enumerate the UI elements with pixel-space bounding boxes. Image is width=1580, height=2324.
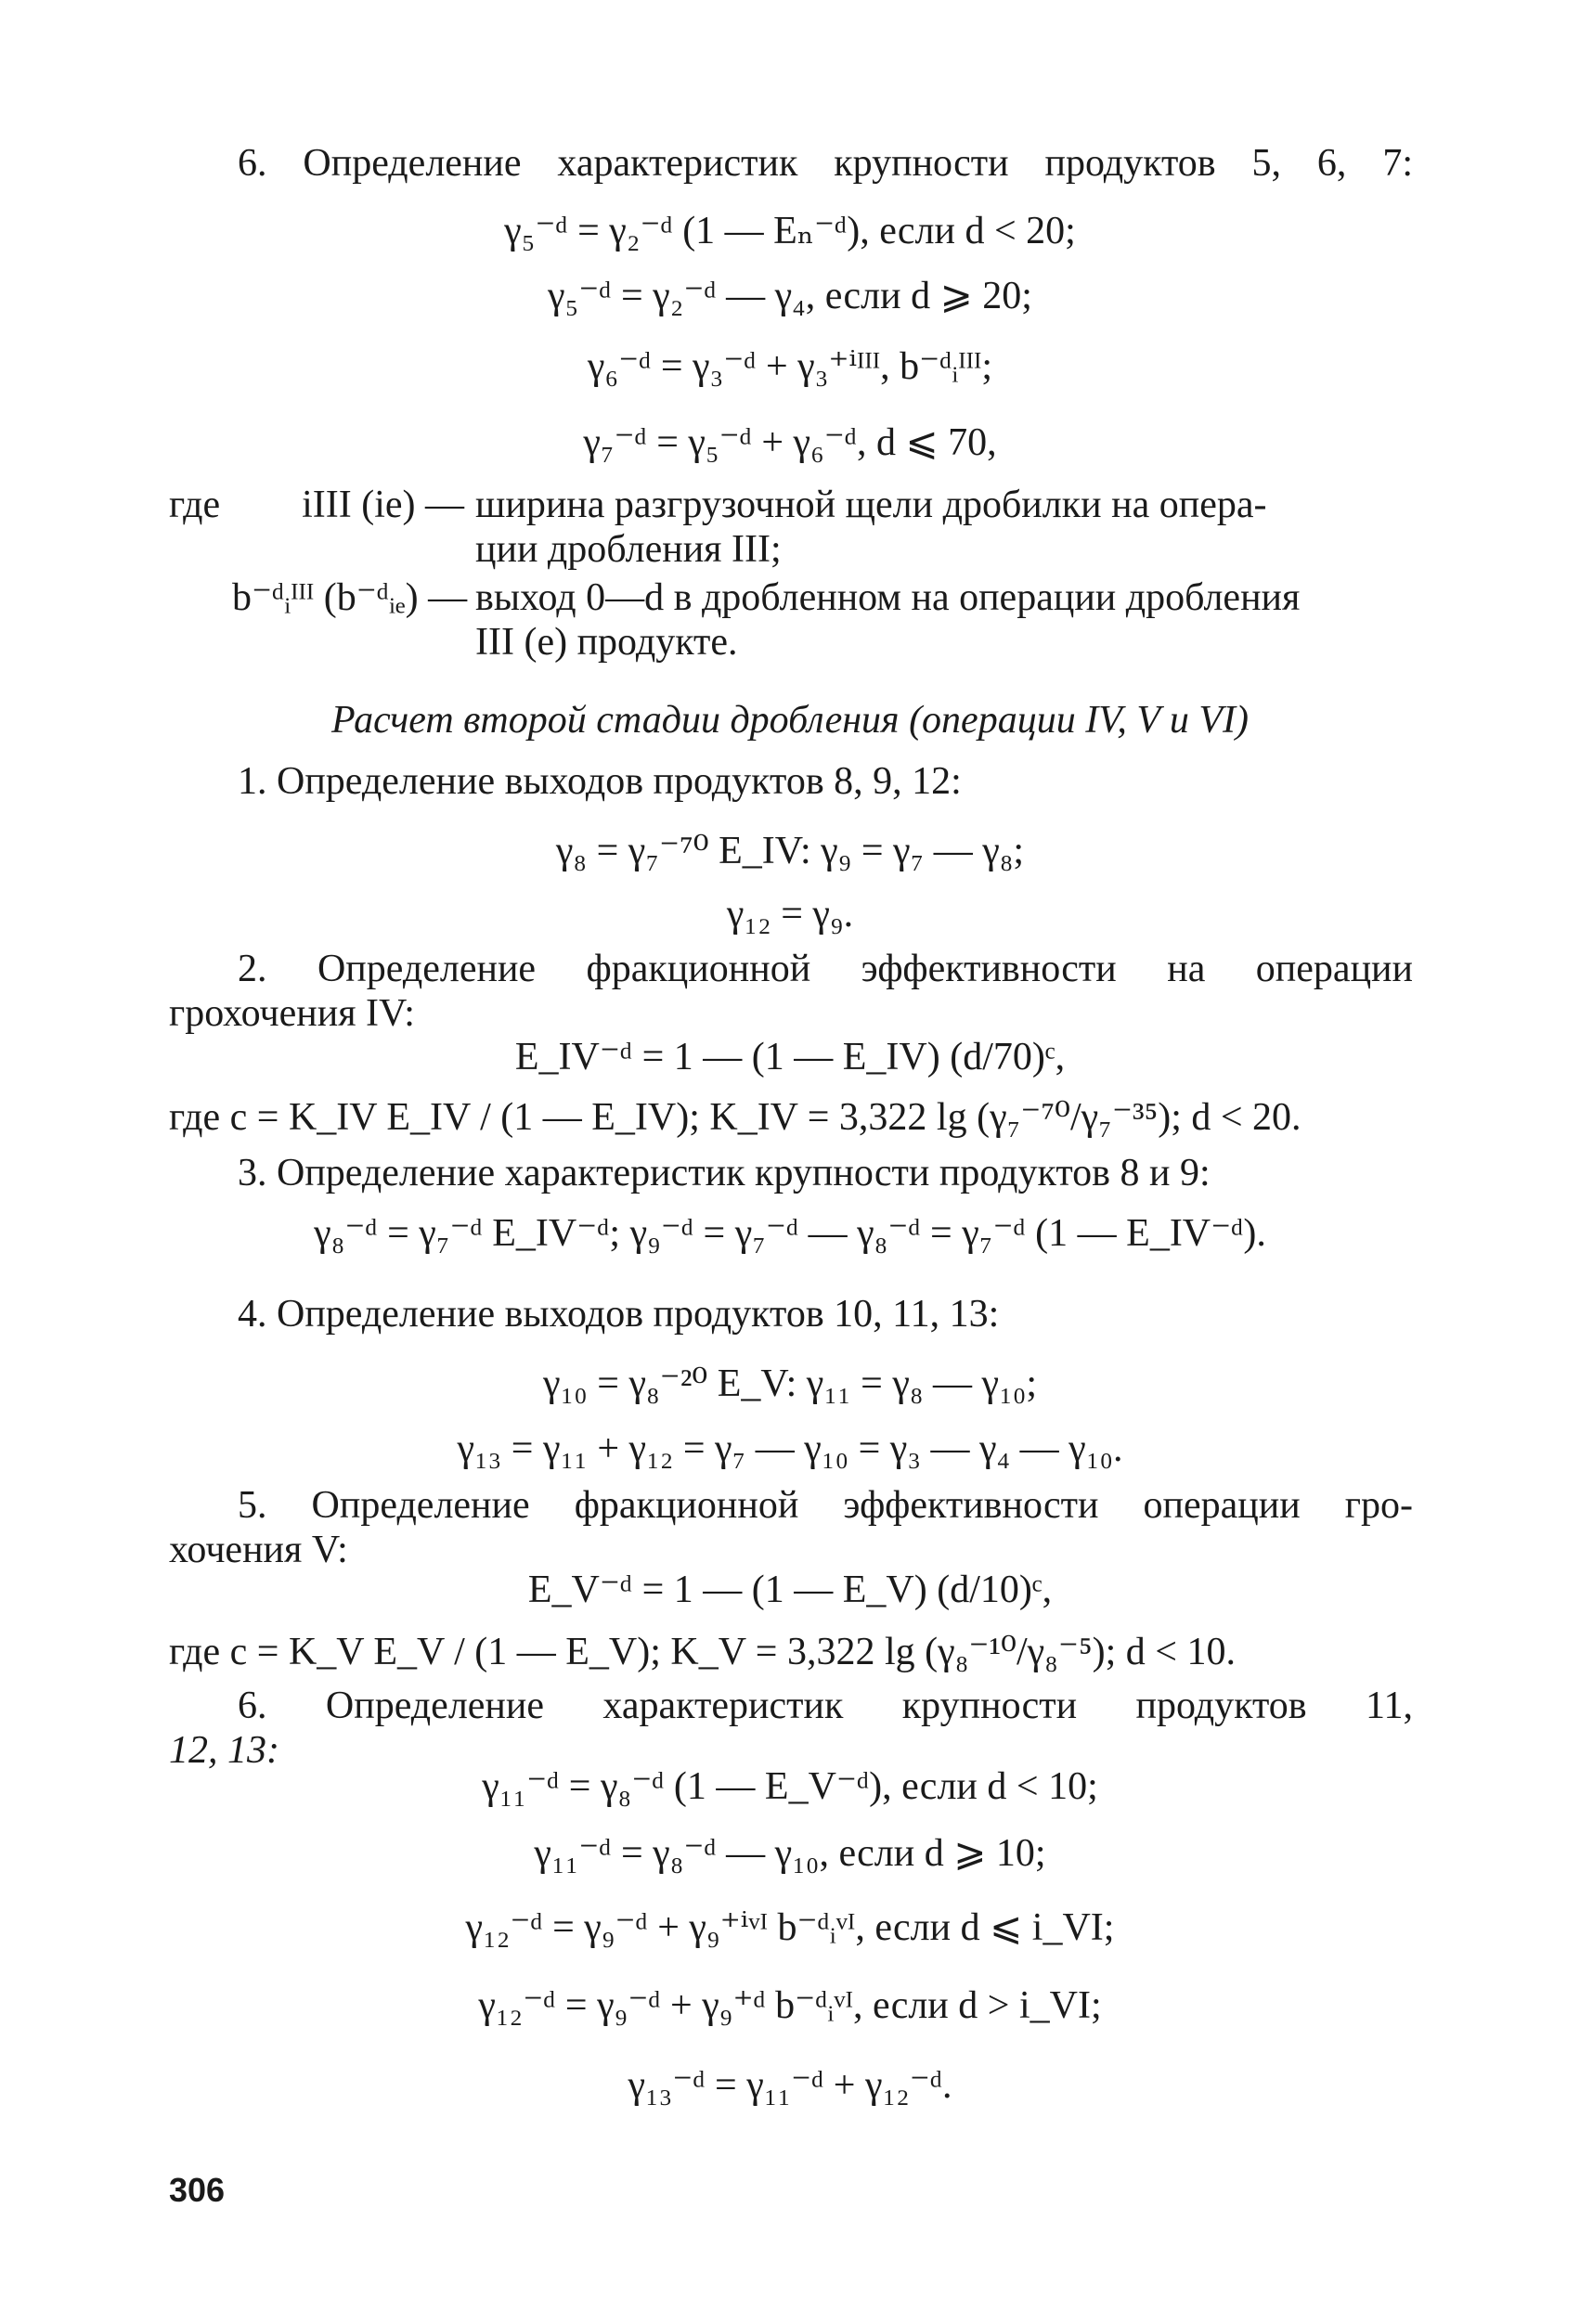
text-line: 1. Определение выходов продуктов 8, 9, 12:	[238, 760, 962, 803]
equation: γ₇⁻ᵈ = γ₅⁻ᵈ + γ₆⁻ᵈ, d ⩽ 70,	[583, 421, 997, 464]
where-clause: где c = K_V E_V / (1 — E_V); K_V = 3,322 lg (γ₈⁻¹⁰/γ₈⁻⁵); d < 10.	[169, 1631, 1236, 1673]
text-line: 6. Определение характеристик крупности продуктов 11,	[238, 1685, 1413, 1727]
equation: γ₁₃⁻ᵈ = γ₁₁⁻ᵈ + γ₁₂⁻ᵈ.	[628, 2064, 952, 2107]
item-title	[238, 1151, 1482, 1195]
equation: γ₁₂⁻ᵈ = γ₉⁻ᵈ + γ₉⁺ᵈ b⁻ᵈᵢᵛᴵ, если d > i_VI;	[478, 1984, 1102, 2027]
text-line: ции дробления III;	[475, 528, 782, 571]
text-line: 6. Определение характеристик крупности продуктов 5, 6, 7:	[238, 142, 1413, 185]
equation: γ₅⁻ᵈ = γ₂⁻ᵈ (1 — Eₙ⁻ᵈ), если d < 20;	[504, 210, 1076, 252]
where-label: где	[169, 484, 221, 526]
equation: γ₁₂ = γ₉.	[726, 893, 854, 936]
where-clause: где c = K_IV E_IV / (1 — E_IV); K_IV = 3,322 lg (γ₇⁻⁷⁰/γ₇⁻³⁵); d < 20.	[169, 1096, 1302, 1139]
page-number: 306	[169, 2171, 226, 2209]
equation: γ₁₁⁻ᵈ = γ₈⁻ᵈ (1 — E_V⁻ᵈ), если d < 10;	[482, 1765, 1098, 1808]
equation: γ₈⁻ᵈ = γ₇⁻ᵈ E_IV⁻ᵈ; γ₉⁻ᵈ = γ₇⁻ᵈ — γ₈⁻ᵈ = γ₇⁻ᵈ (1 — E_IV⁻ᵈ).	[314, 1212, 1266, 1255]
equation: E_IV⁻ᵈ = 1 — (1 — E_IV) (d/70)ᶜ,	[514, 1036, 1066, 1078]
definition-text	[475, 575, 1413, 665]
text-line: 12, 13:	[169, 1729, 279, 1772]
text-line: выход 0—d в дробленном на операции дробления	[475, 576, 1301, 619]
text-line: 5. Определение фракционной эффективности операции гро-	[238, 1484, 1413, 1527]
item-title	[169, 1684, 1413, 1773]
item-title	[169, 947, 1413, 1036]
section-heading: Расчет второй стадии дробления (операции IV, V и VI)	[331, 699, 1249, 742]
definition-term: b⁻ᵈᵢᴵᴵᴵ (b⁻ᵈᵢₑ) —	[232, 576, 468, 619]
equation: γ₅⁻ᵈ = γ₂⁻ᵈ — γ₄, если d ⩾ 20;	[548, 275, 1032, 317]
text-line: хочения V:	[169, 1529, 348, 1571]
text-line: 3. Определение характеристик крупности продуктов 8 и 9:	[238, 1152, 1211, 1194]
item-title	[238, 1292, 1482, 1336]
definition-text	[475, 483, 1413, 572]
item-title	[238, 141, 1413, 186]
text-line: III (e) продукте.	[475, 621, 738, 664]
text-line: 4. Определение выходов продуктов 10, 11, 13:	[238, 1293, 1000, 1336]
text-line: грохочения IV:	[169, 992, 415, 1035]
definition-term: iIII (ie) —	[302, 484, 464, 526]
equation: γ₁₀ = γ₈⁻²⁰ E_V: γ₁₁ = γ₈ — γ₁₀;	[542, 1362, 1038, 1405]
equation: γ₁₃ = γ₁₁ + γ₁₂ = γ₇ — γ₁₀ = γ₃ — γ₄ — γ₁₀.	[457, 1427, 1123, 1470]
item-title	[169, 1483, 1413, 1572]
equation: γ₆⁻ᵈ = γ₃⁻ᵈ + γ₃⁺ⁱᴵᴵᴵ, b⁻ᵈᵢᴵᴵᴵ;	[587, 345, 993, 388]
equation: γ₁₁⁻ᵈ = γ₈⁻ᵈ — γ₁₀, если d ⩾ 10;	[534, 1832, 1046, 1875]
text-line: 2. Определение фракционной эффективности на операции	[238, 948, 1413, 990]
equation: γ₁₂⁻ᵈ = γ₉⁻ᵈ + γ₉⁺ⁱᵛᴵ b⁻ᵈᵢᵛᴵ, если d ⩽ i_VI;	[465, 1906, 1115, 1949]
equation: γ₈ = γ₇⁻⁷⁰ E_IV: γ₉ = γ₇ — γ₈;	[555, 830, 1025, 872]
item-title	[238, 759, 1482, 804]
text-line: ширина разгрузочной щели дробилки на опера-	[475, 484, 1267, 526]
equation: E_V⁻ᵈ = 1 — (1 — E_V) (d/10)ᶜ,	[527, 1569, 1053, 1611]
